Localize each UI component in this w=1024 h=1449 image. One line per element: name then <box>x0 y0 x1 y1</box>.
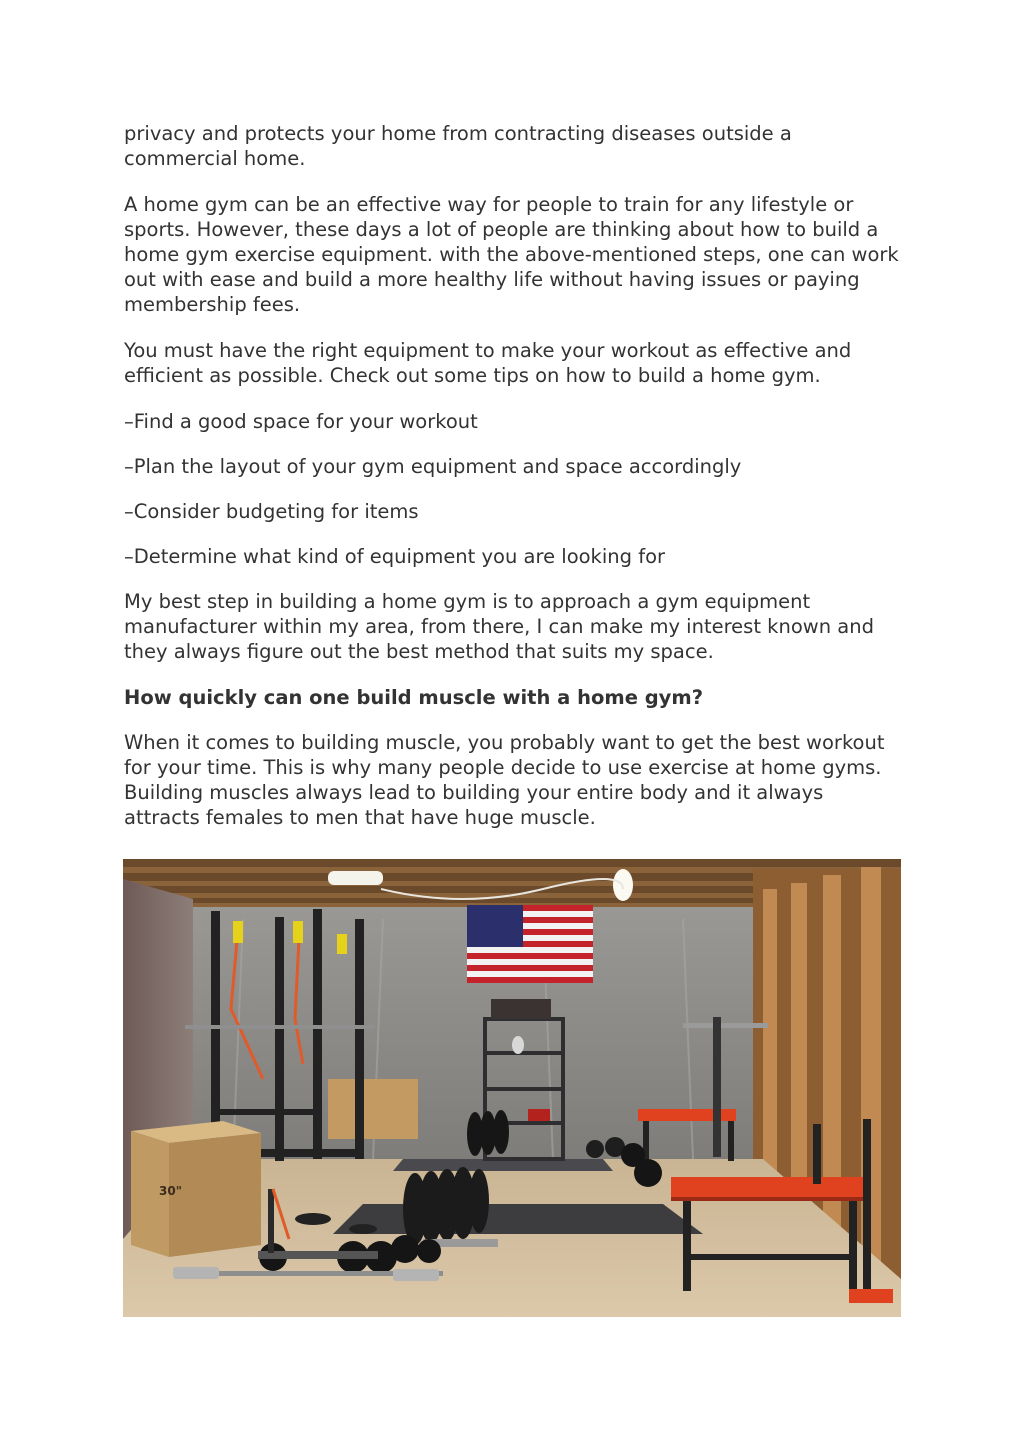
bullet-item-budget: –Consider budgeting for items <box>124 500 419 523</box>
article-body <box>124 121 902 851</box>
paragraph-best-step: My best step in building a home gym is to approach a gym equipment manufacturer within my area, from there, I can make my interest known and they always figure out the best method that suits my space. <box>124 590 874 663</box>
bullet-item-equipment: –Determine what kind of equipment you are looking for <box>124 545 666 568</box>
bullet-item-space: –Find a good space for your workout <box>124 410 478 433</box>
box-label: 30" <box>159 1184 182 1198</box>
section-heading: How quickly can one build muscle with a home gym? <box>124 686 704 709</box>
paragraph-building-muscle: When it comes to building muscle, you probably want to get the best workout for your time. This is why many people decide to use exercise at home gyms. Building muscles always lead to building your entire body and it always attracts females to men that have huge muscle. <box>124 731 885 829</box>
home-gym-illustration <box>123 859 901 1317</box>
paragraph-privacy: privacy and protects your home from contracting diseases outside a commercial home. <box>124 122 792 170</box>
paragraph-home-gym-intro: A home gym can be an effective way for people to train for any lifestyle or sports. However, these days a lot of people are thinking about how to build a home gym exercise equipment. with the above-mentioned steps, one can work out with ease and build a more healthy life without having issues or paying membership fees. <box>124 193 899 316</box>
bullet-item-layout: –Plan the layout of your gym equipment and space accordingly <box>124 455 742 478</box>
plyo-box <box>131 1121 261 1257</box>
paragraph-right-equipment: You must have the right equipment to make your workout as effective and efficient as possible. Check out some tips on how to build a home gym. <box>124 339 852 387</box>
home-gym-photo <box>123 859 901 1317</box>
flag-icon <box>467 905 593 983</box>
